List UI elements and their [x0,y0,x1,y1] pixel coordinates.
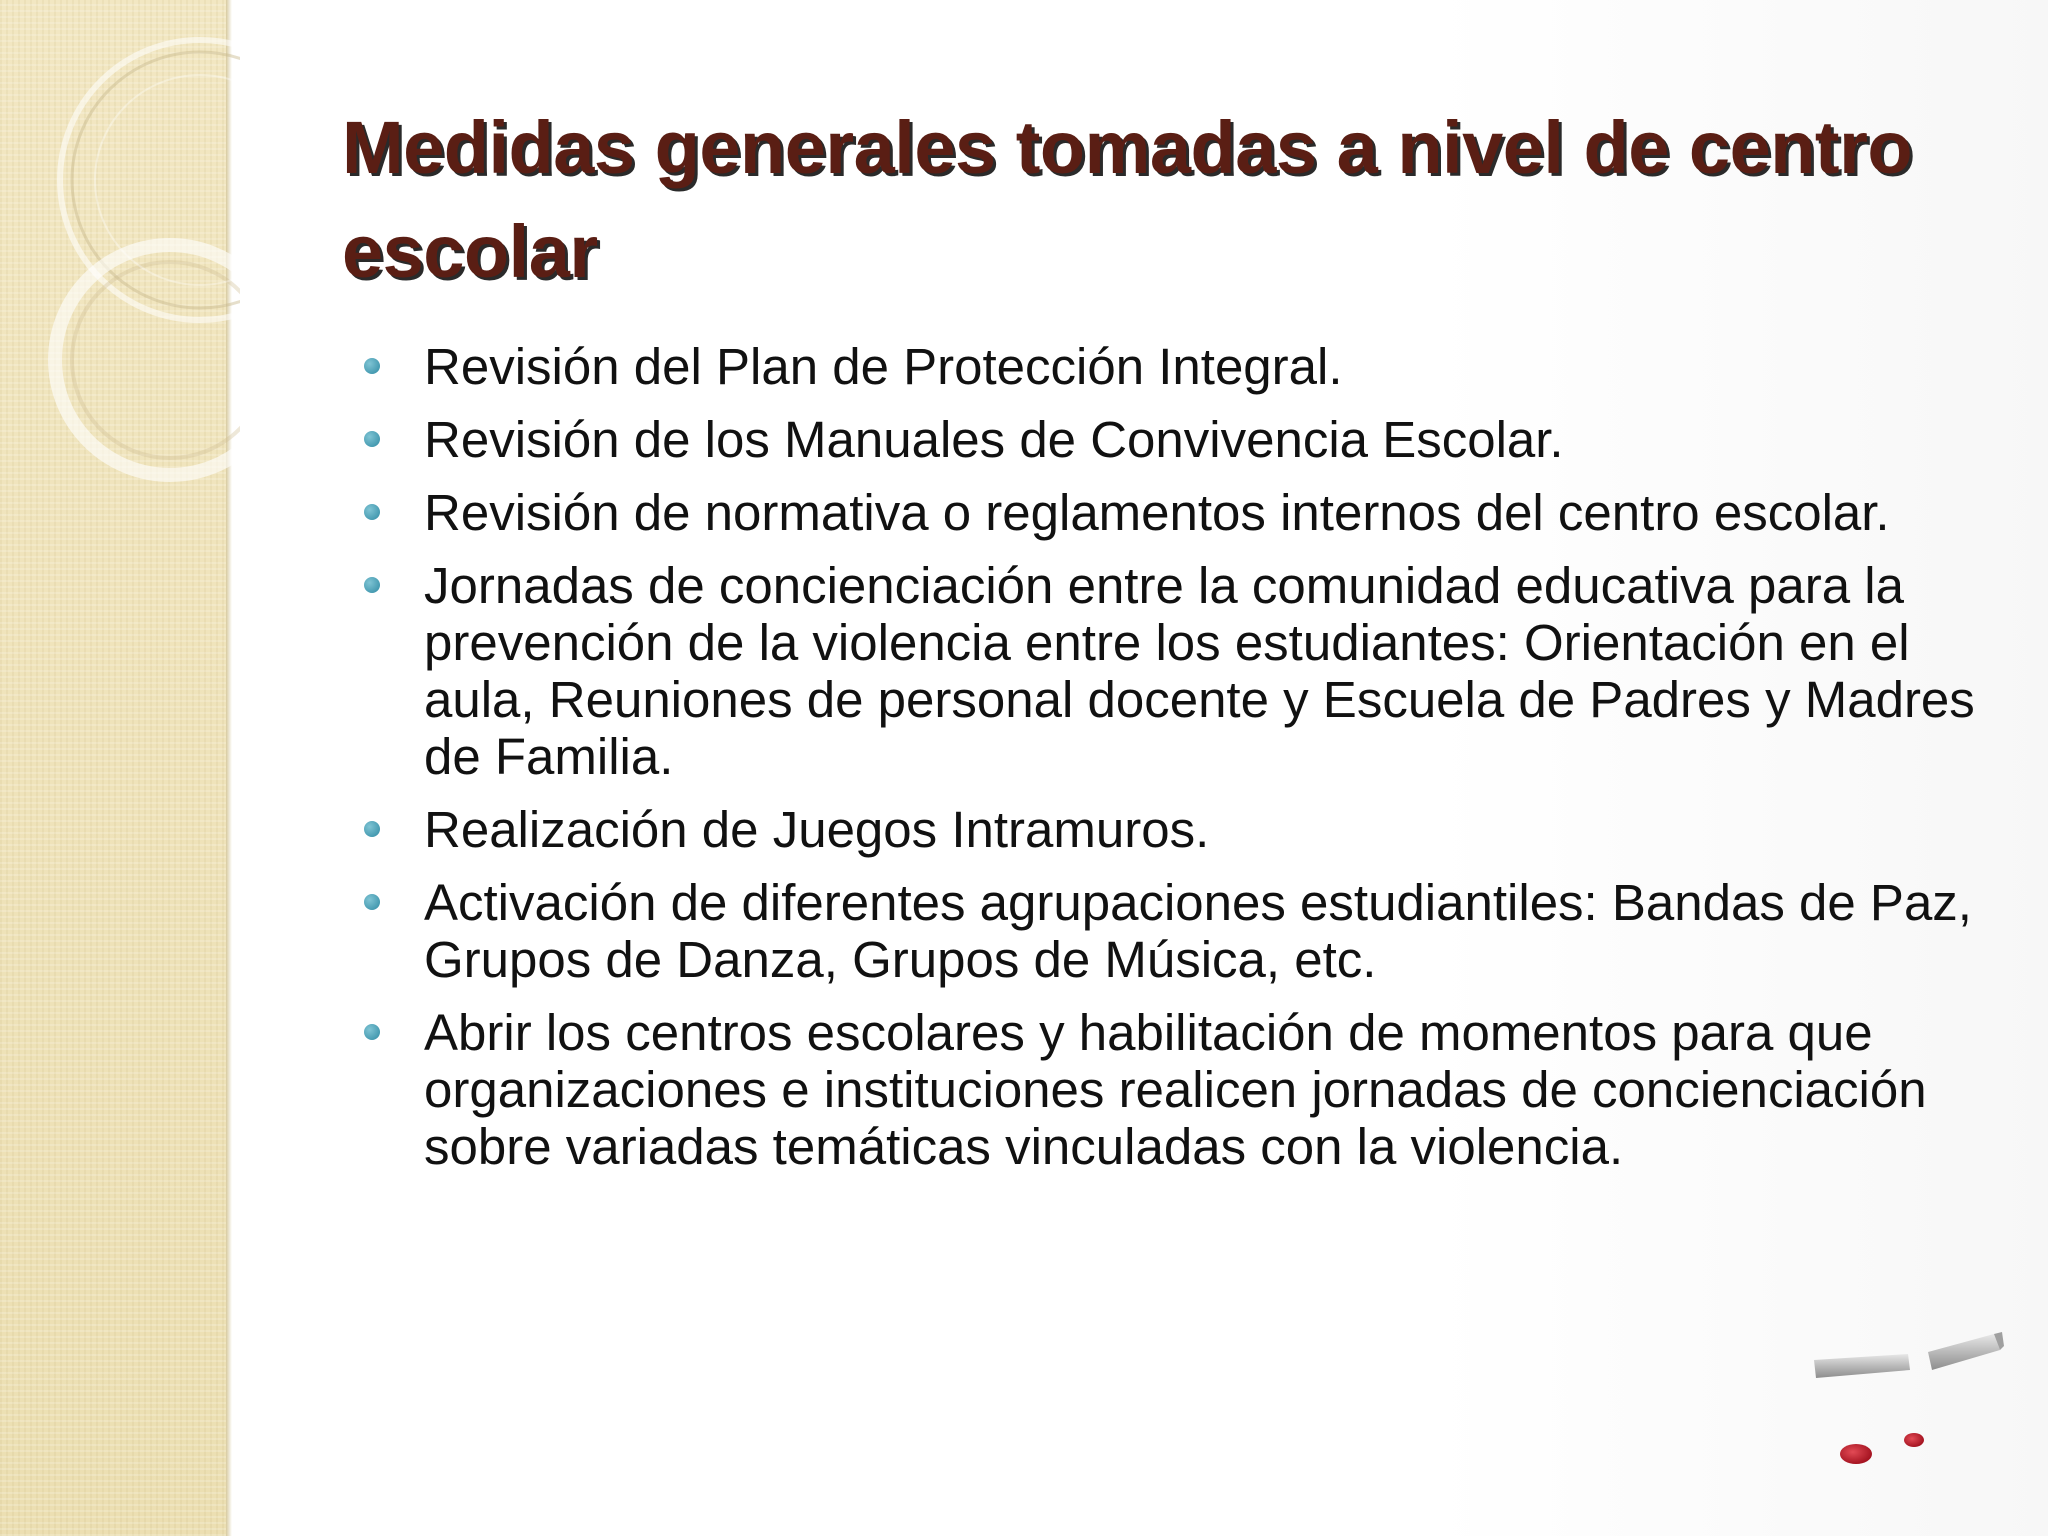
bullet-text: Realización de Juegos Intramuros. [424,801,1210,858]
concentric-rings-icon [0,0,240,520]
broken-chalk-with-red-drops-icon [1790,1300,2048,1536]
bullet-dot-icon [364,1024,380,1040]
bullet-item [356,338,1996,395]
bullet-text: Revisión de los Manuales de Convivencia Escolar. [424,411,1564,468]
slide-title: Medidas generales tomadas a nivel de centro escolar [342,106,1913,293]
bullet-list [356,338,1996,1191]
bullet-text: Abrir los centros escolares y habilitación de momentos para que organizaciones e instituciones realicen jornadas de concienciación sobre variadas temáticas vinculadas con la violencia. [424,1004,1927,1175]
bullet-dot-icon [364,358,380,374]
bullet-dot-icon [364,577,380,593]
bullet-item [356,1004,1996,1175]
bullet-item [356,874,1996,988]
bullet-dot-icon [364,504,380,520]
bullet-item [356,557,1996,785]
bullet-item [356,484,1996,541]
bullet-dot-icon [364,821,380,837]
bullet-text: Revisión de normativa o reglamentos internos del centro escolar. [424,484,1890,541]
bullet-dot-icon [364,894,380,910]
bullet-text: Activación de diferentes agrupaciones estudiantiles: Bandas de Paz, Grupos de Danza, Grupos de Música, etc. [424,874,1972,988]
bullet-text: Revisión del Plan de Protección Integral. [424,338,1343,395]
bullet-dot-icon [364,431,380,447]
bullet-item [356,411,1996,468]
bullet-text: Jornadas de concienciación entre la comunidad educativa para la prevención de la violencia entre los estudiantes: Orientación en el aula, Reuniones de personal docente y Escuela de Padres y Madres de Familia. [424,557,1975,785]
bullet-item [356,801,1996,858]
